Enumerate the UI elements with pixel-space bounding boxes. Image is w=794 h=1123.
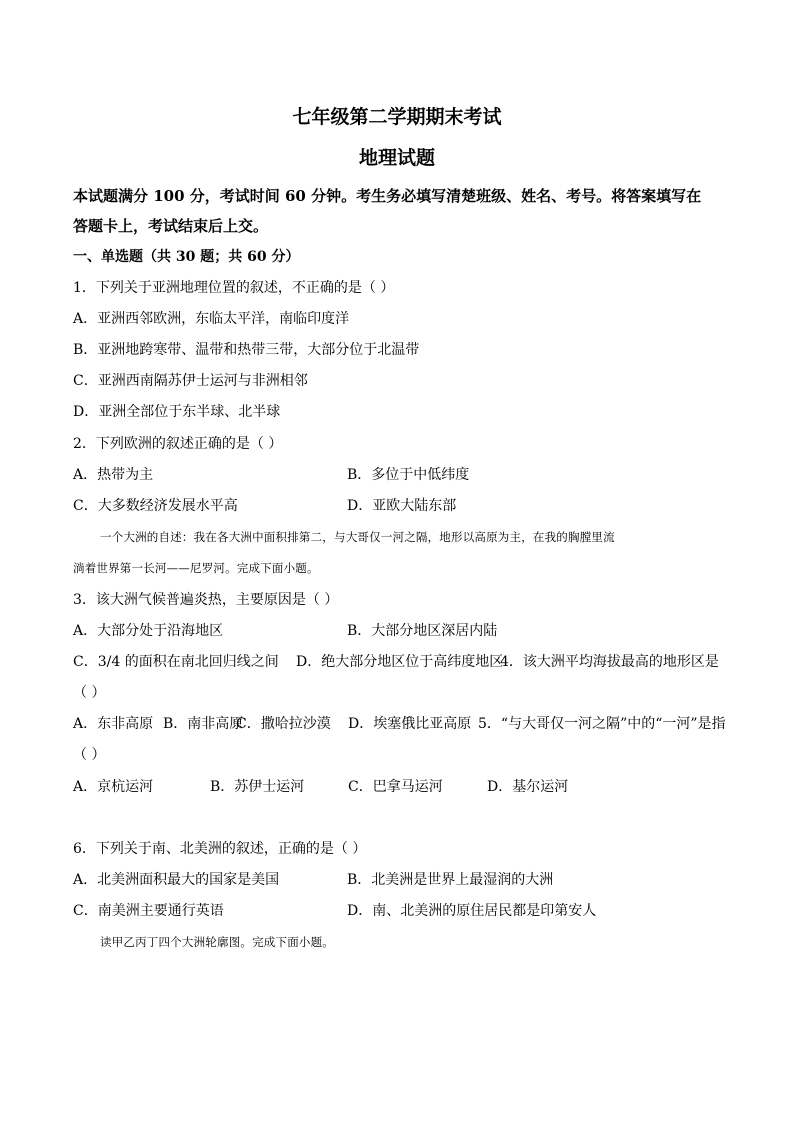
question-5-paren: （ ） [73, 747, 106, 763]
question-6-option-a: A．北美洲面积最大的国家是美国 [73, 872, 280, 888]
question-6-stem: 6．下列关于南、北美洲的叙述，正确的是（ ） [73, 841, 367, 857]
question-3-option-d: D．绝大部分地区位于高纬度地区 [296, 654, 504, 670]
question-4-paren: （ ） [73, 685, 106, 701]
question-2-option-a: A．热带为主 [73, 467, 154, 483]
exam-subtitle: 地理试题 [358, 147, 435, 169]
question-5-stem: 5．“与大哥仅一河之隔”中的“一河”是指 [478, 716, 726, 732]
question-1-option-a: A．亚洲西邻欧洲，东临太平洋，南临印度洋 [73, 311, 350, 327]
question-5-option-a: A．京杭运河 [73, 779, 154, 795]
question-6-option-d: D．南、北美洲的原住居民都是印第安人 [347, 903, 597, 919]
section-heading: 一、单选题（共 30 题；共 60 分） [73, 249, 300, 265]
question-1-stem: 1．下列关于亚洲地理位置的叙述，不正确的是（ ） [73, 280, 395, 296]
passage-1-line-2: 淌着世界第一长河——尼罗河。完成下面小题。 [73, 561, 319, 575]
question-6-option-b: B．北美洲是世界上最湿润的大洲 [347, 872, 554, 888]
question-2-option-b: B．多位于中低纬度 [347, 467, 470, 483]
question-1-option-d: D．亚洲全部位于东半球、北半球 [73, 404, 281, 420]
question-4-option-a: A．东非高原 [73, 716, 154, 732]
question-4-option-d: D．埃塞俄比亚高原 [348, 716, 472, 732]
question-4-stem: 4．该大洲平均海拔最高的地形区是 [500, 654, 719, 670]
exam-title: 七年级第二学期期末考试 [292, 106, 502, 128]
instructions-line-1: 本试题满分 100 分，考试时间 60 分钟。考生务必填写清楚班级、姓名、考号。将答案填写在 [73, 187, 702, 205]
question-2-option-d: D．亚欧大陆东部 [347, 498, 457, 514]
question-2-stem: 2．下列欧洲的叙述正确的是（ ） [73, 436, 283, 452]
question-4-option-c: C．撒哈拉沙漠 [236, 716, 331, 732]
passage-1-line-1: 一个大洲的自述：我在各大洲中面积排第二，与大哥仅一河之隔，地形以高原为主，在我的胸膛里流 [100, 530, 615, 544]
question-1-option-b: B．亚洲地跨寒带、温带和热带三带，大部分位于北温带 [73, 342, 420, 358]
question-5-option-d: D．基尔运河 [487, 779, 569, 795]
question-5-option-c: C．巴拿马运河 [348, 779, 443, 795]
question-1-option-c: C．亚洲西南隔苏伊士运河与非洲相邻 [73, 373, 308, 389]
question-3-option-a: A．大部分处于沿海地区 [73, 623, 224, 639]
passage-2: 读甲乙丙丁四个大洲轮廓图。完成下面小题。 [100, 935, 334, 949]
question-2-option-c: C．大多数经济发展水平高 [73, 498, 238, 514]
question-5-option-b: B．苏伊士运河 [210, 779, 305, 795]
instructions-line-2: 答题卡上，考试结束后上交。 [73, 217, 269, 235]
question-3-stem: 3．该大洲气候普遍炎热，主要原因是（ ） [73, 592, 339, 608]
question-6-option-c: C．南美洲主要通行英语 [73, 903, 224, 919]
question-3-option-c: C．3/4 的面积在南北回归线之间 [73, 654, 279, 670]
question-4-option-b: B．南非高原 [163, 716, 244, 732]
question-3-option-b: B．大部分地区深居内陆 [347, 623, 498, 639]
